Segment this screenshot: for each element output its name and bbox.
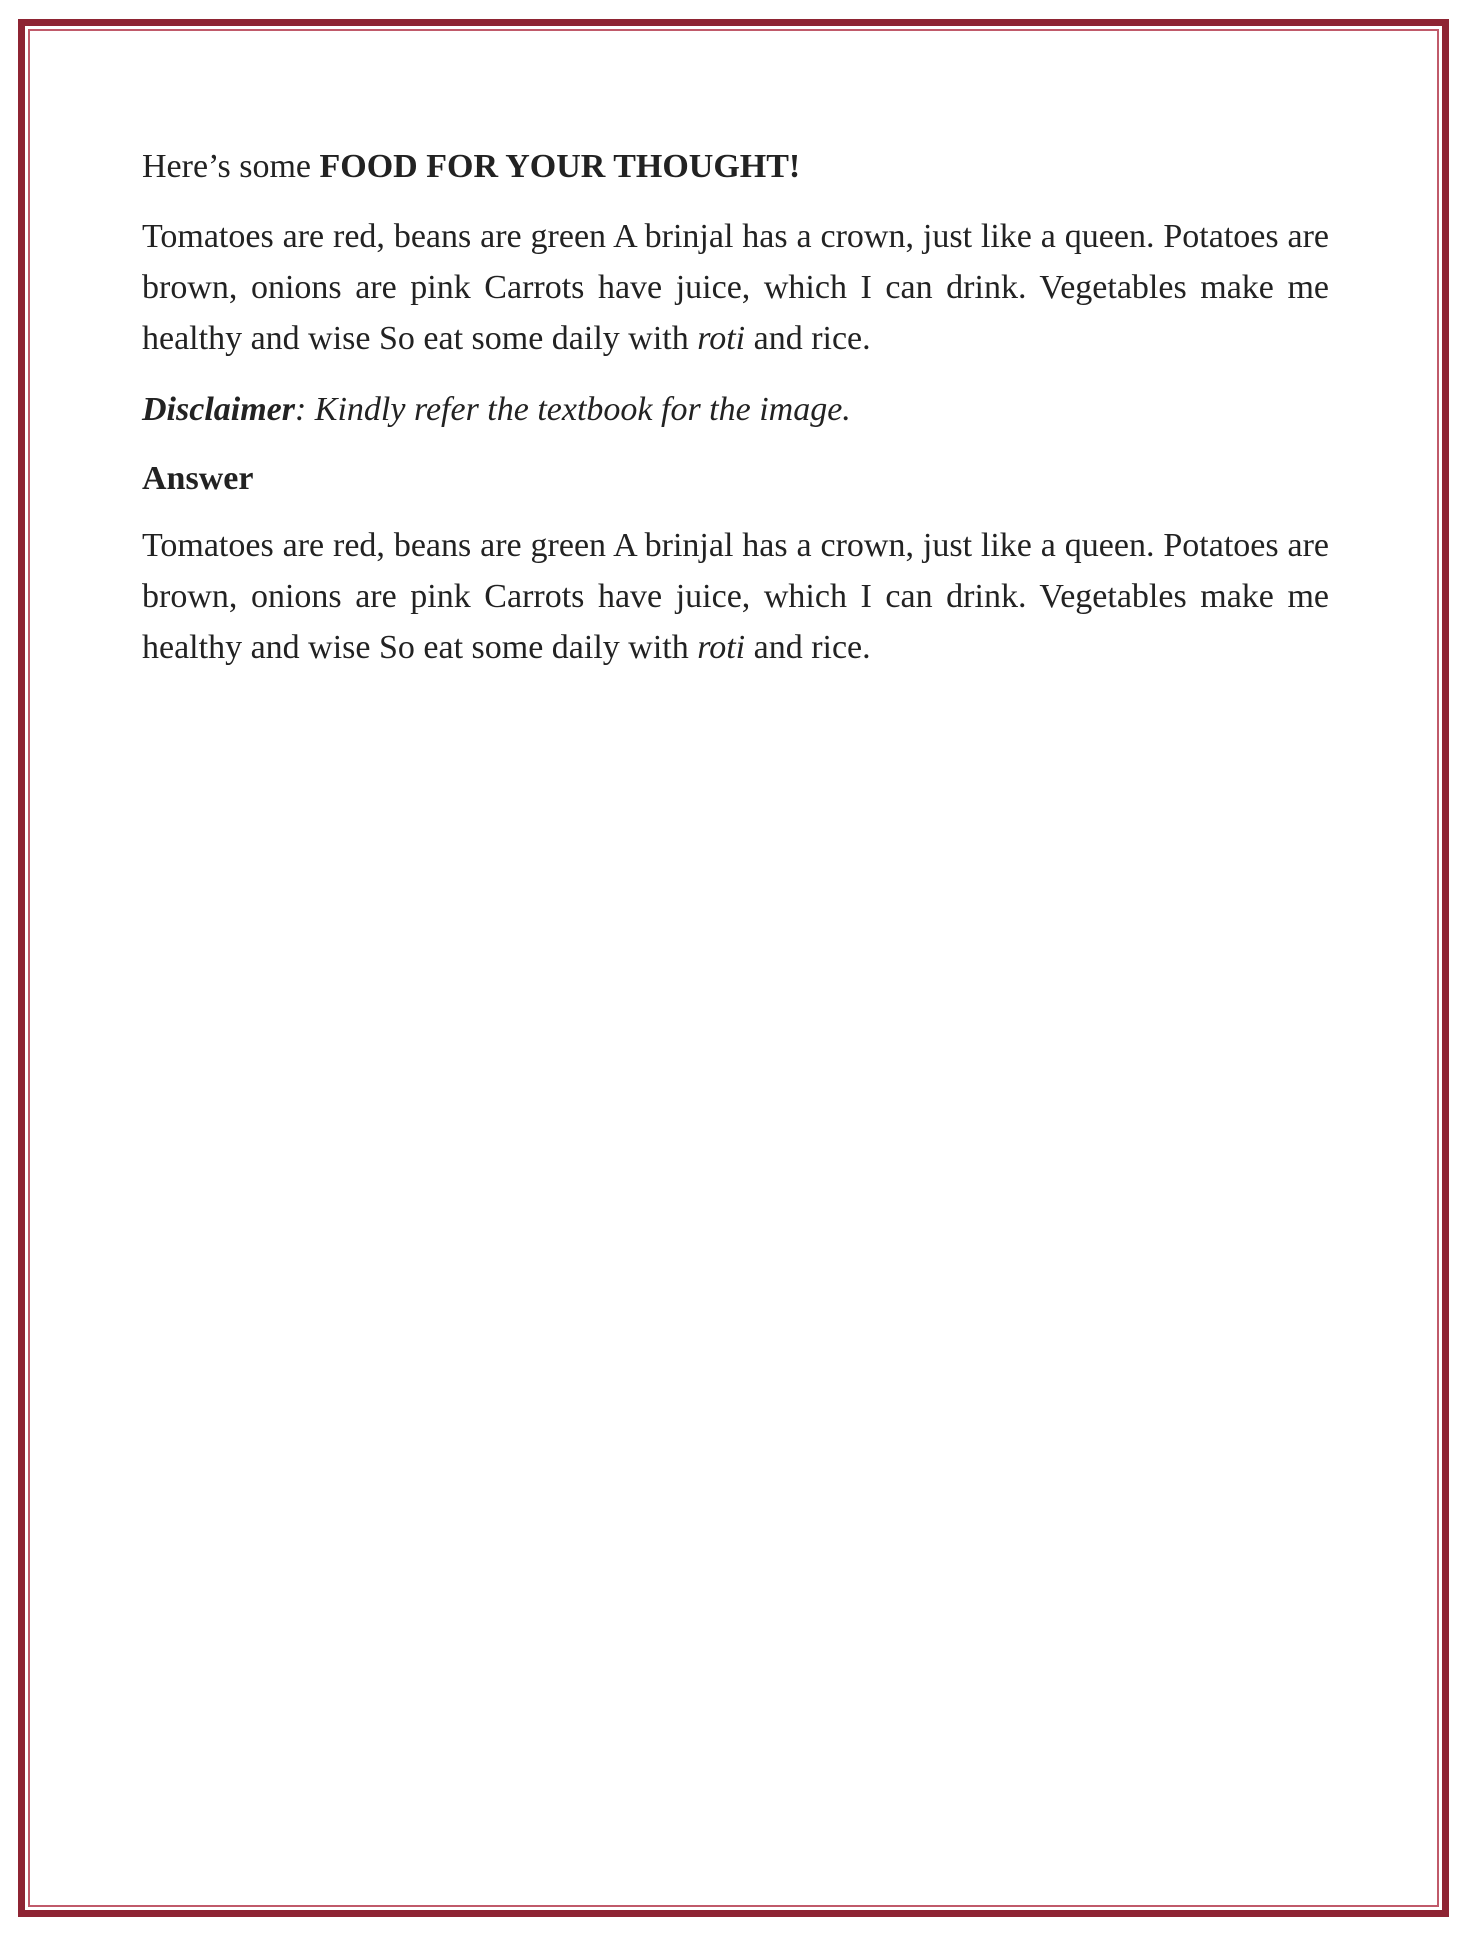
poem-text: Tomatoes are red, beans are green A brinjal has a crown, just like a queen. Potatoes are brown, onions are pink Carrots have juice, which I can drink. Vegetables make me healthy and wise So eat some daily with bbox=[142, 218, 1329, 357]
answer-roti: roti bbox=[697, 629, 746, 666]
poem-paragraph bbox=[142, 211, 1329, 364]
title-emphasis: FOOD FOR YOUR THOUGHT! bbox=[319, 148, 801, 185]
answer-text: Tomatoes are red, beans are green A brinjal has a crown, just like a queen. Potatoes are brown, onions are pink Carrots have juice, which I can drink. Vegetables make me healthy and wise So eat some daily with bbox=[142, 527, 1329, 666]
answer-heading: Answer bbox=[142, 460, 254, 497]
answer-paragraph bbox=[142, 520, 1329, 673]
poem-roti: roti bbox=[697, 320, 746, 357]
section-title bbox=[142, 141, 1329, 192]
disclaimer bbox=[142, 384, 1329, 435]
poem-end: and rice. bbox=[745, 320, 871, 357]
disclaimer-label: Disclaimer bbox=[142, 391, 295, 428]
document-content bbox=[142, 141, 1329, 693]
answer-end: and rice. bbox=[745, 629, 871, 666]
disclaimer-text: : Kindly refer the textbook for the image. bbox=[294, 391, 851, 428]
title-intro: Here’s some bbox=[142, 148, 320, 185]
